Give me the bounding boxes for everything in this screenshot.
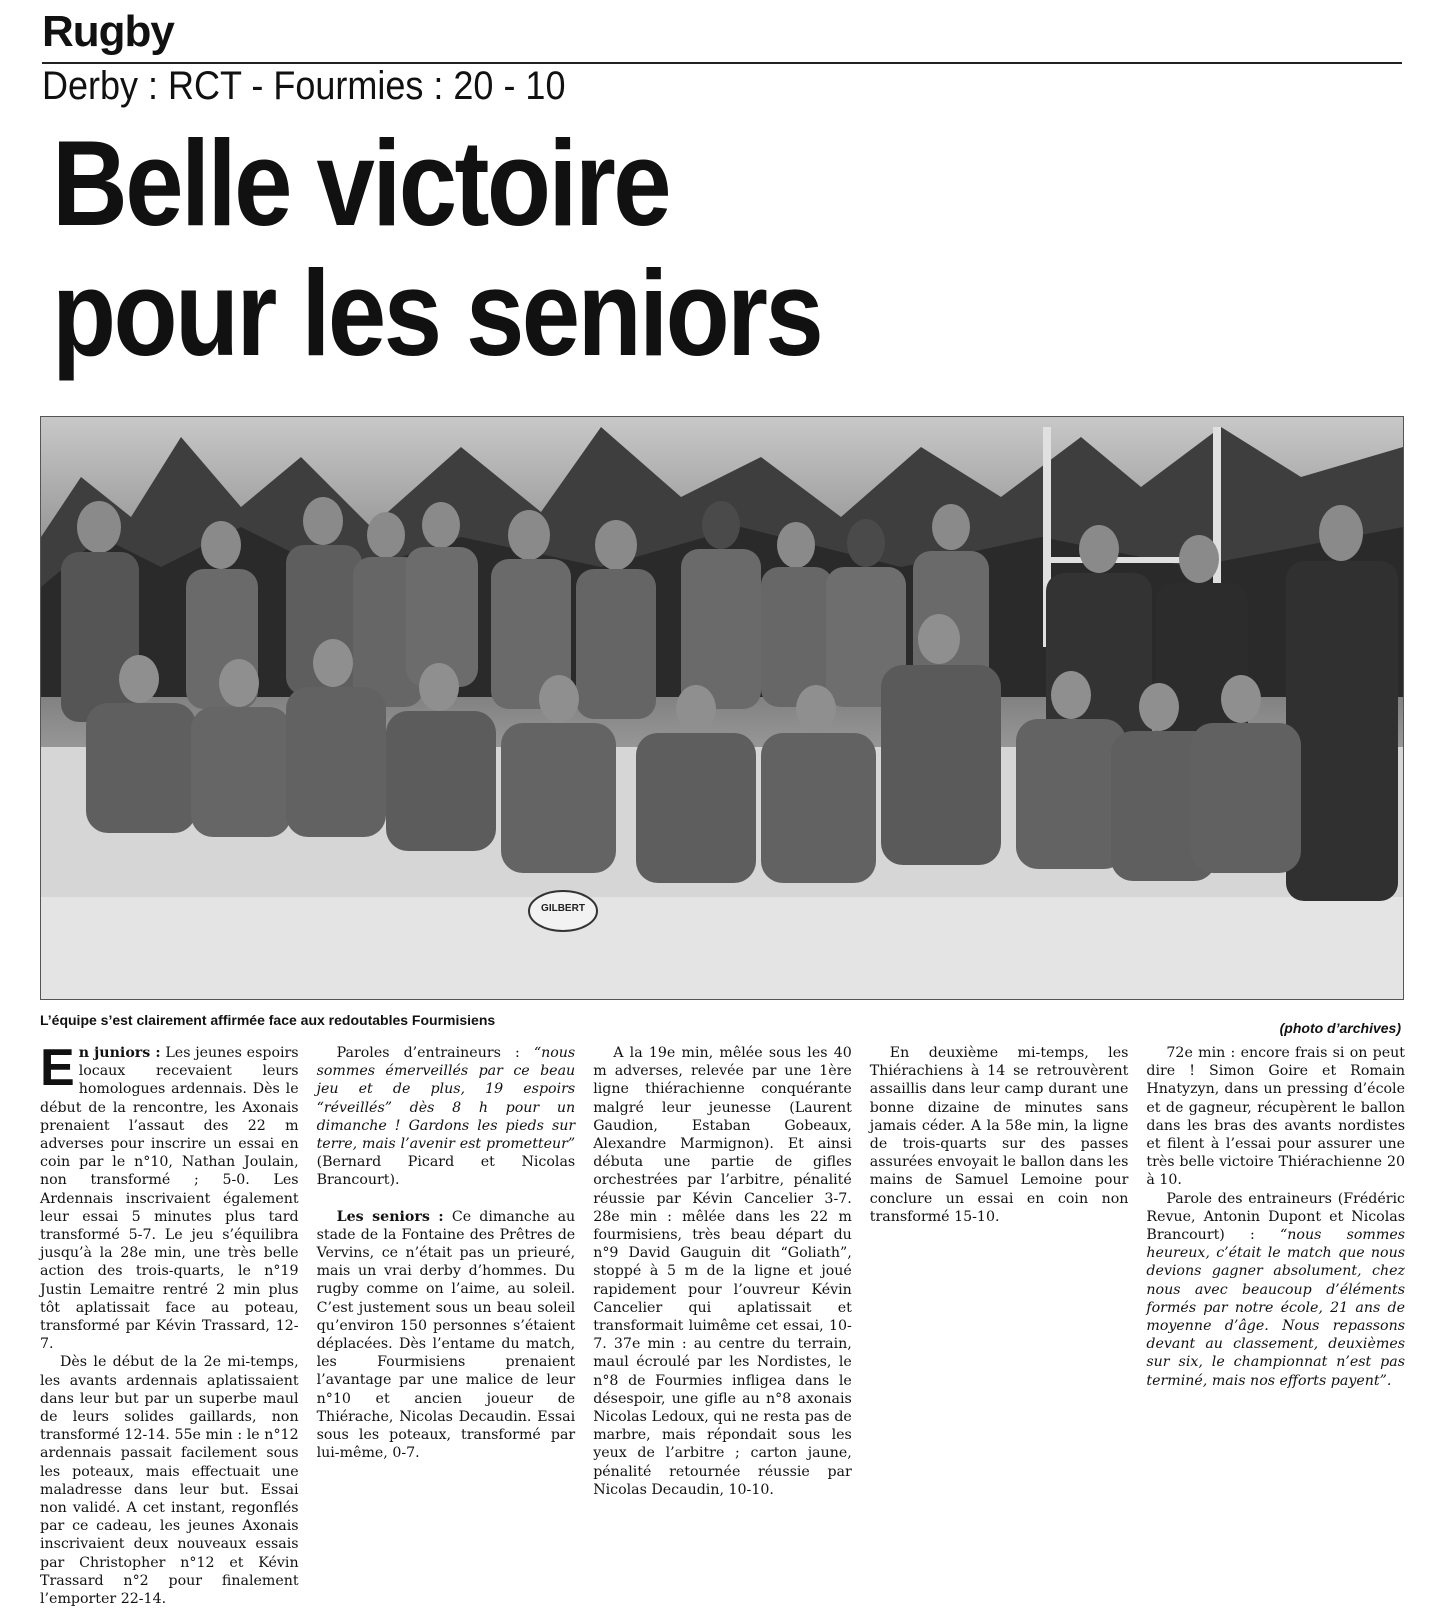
article-paragraph-2: Dès le début de la 2e mi-temps, les avants ardennais aplatissaient dans leur but par un superbe maul de leurs solides gaillards, non transformé 12-14. 55e min : le n°12 ardennais passait facilement sous les poteaux, mais effectuait une maladresse dans leur but. Essai non validé. A cet instant, regonflés par ce cadeau, les jeunes Axonais inscrivaient deux nouveaux essais par Christopher n°12 et Kévin Trassard n°2 pour finalement l’emporter 22-14.: [40, 1354, 299, 1608]
article-paragraph-3: Paroles d’entraineurs : “nous sommes émerveillés par ce beau jeu et de plus, 19 espoirs “réveillés” dès 8 h pour un dimanche ! Gardons les pieds sur terre, mais l’avenir est prometteur” (Bernard Picard et Nicolas Brancourt).: [316, 1045, 576, 1189]
headline-line-2: pour les seniors: [52, 245, 822, 381]
section-kicker: Rugby: [42, 7, 174, 56]
article-paragraph-7: 72e min : encore frais si on peut dire ! Simon Goire et Romain Hnatyzyn, dans un pressing d’école et de gagneur, récupèrent le ballon dans les bras des avants nordistes et filent à l’essai pour assurer une très belle victoire Thiérachienne 20 à 10.: [1146, 1045, 1405, 1189]
article-column-4: [870, 1044, 1129, 1608]
team-photo: [40, 416, 1404, 1000]
team-photo-illustration: [41, 417, 1403, 999]
article-paragraph-8: Parole des entraineurs (Frédéric Revue, Antonin Dupont et Nicolas Brancourt) : “nous sommes heureux, c’était le match que nous devions gagner absolument, chez nous avec beaucoup d’éléments formés par notre école, 21 ans de moyenne d’âge. Nous repassons devant au classement, deuxièmes sur six, le championnat n’est pas terminé, mais nos efforts payent”.: [1146, 1190, 1405, 1389]
article-column-3: [593, 1044, 852, 1608]
article-paragraph-5: A la 19e min, mêlée sous les 40 m adverses, relevée par une 1ère ligne thiérachienne conquérante malgré leur jeunesse (Laurent Gaudion, Estaban Gobeaux, Alexandre Marmignon). Et ainsi débuta une partie de gifles orchestrées par l’arbitre, pénalité réussie par Kévin Cancelier 3-7. 28e min : mêlée dans les 22 m fourmisiens, très beau départ du n°9 David Gauguin dit “Goliath”, stoppé à 5 m de la ligne et joué rapidement pour l’ouvreur Kévin Cancelier qui aplatissait et transformait luimême cet essai, 10-7. 37e min : au centre du terrain, maul écroulé par les Nordistes, le n°8 de Fourmies infligea dans le désespoir, une gifle au n°8 axonais Nicolas Ledoux, qui ne resta pas de marbre, mais répondait sous les yeux de l’arbitre ; carton jaune, pénalité retournée réussie par Nicolas Decaudin, 10-10.: [593, 1045, 852, 1498]
article-paragraph-6: En deuxième mi-temps, les Thiérachiens à 14 se retrouvèrent assaillis dans leur camp durant une bonne dizaine de minutes sans jamais céder. A la 58e min, la ligne de trois-quarts sur des passes assurées envoyait le ballon dans les mains de Samuel Lemoine pour conclure un essai en coin non transformé 15-10.: [869, 1045, 1129, 1225]
headline: [52, 115, 822, 381]
article-column-1: [40, 1039, 299, 1608]
headline-line-1: Belle victoire: [52, 115, 670, 251]
article-column-5: [1146, 1044, 1405, 1608]
article-paragraph-1: En juniors : Les jeunes espoirs locaux recevaient leurs homologues ardennais. Dès le début de la rencontre, les Axonais prenaient l’assaut des 22 m adverses pour inscrire un essai en coin par le n°10, Nathan Joulain, non transformé ; 5-0. Les Ardennais inscrivaient également leur essai 5 minutes plus tard transformé 5-7. Le jeu s’équilibra jusqu’à la 28e min, une très belle action des trois-quarts, le n°19 Justin Lemaitre rentré 2 min plus tôt aplatissait face au poteau, transformé par Kévin Trassard, 12-7.: [40, 1039, 299, 1353]
seniors-lead: Les seniors :: [336, 1208, 444, 1225]
photo-credit: (photo d’archives): [1279, 1020, 1401, 1036]
article-paragraph-4: Les seniors : Ce dimanche au stade de la Fontaine des Prêtres de Vervins, ce n’était pas un prieuré, mais un vrai derby d’hommes. Du rugby comme on l’aime, au soleil. C’est justement sous un beau soleil qu’environ 150 personnes s’étaient déplacées. Dès l’entame du match, les Fourmisiens prenaient l’avantage par une malice de leur n°10 et ancien joueur de Thiérache, Nicolas Decaudin. Essai sous les poteaux, transformé par lui-même, 0-7.: [316, 1208, 576, 1462]
ball-label: GILBERT: [541, 903, 585, 914]
article-column-2: [317, 1044, 576, 1608]
photo-caption: L’équipe s’est clairement affirmée face aux redoutables Fourmisiens: [40, 1012, 496, 1028]
article-body: [40, 1039, 1405, 1608]
match-subhead: Derby : RCT - Fourmies : 20 - 10: [42, 64, 566, 108]
juniors-lead: n juniors :: [78, 1045, 161, 1061]
drop-cap: E: [40, 1039, 75, 1097]
